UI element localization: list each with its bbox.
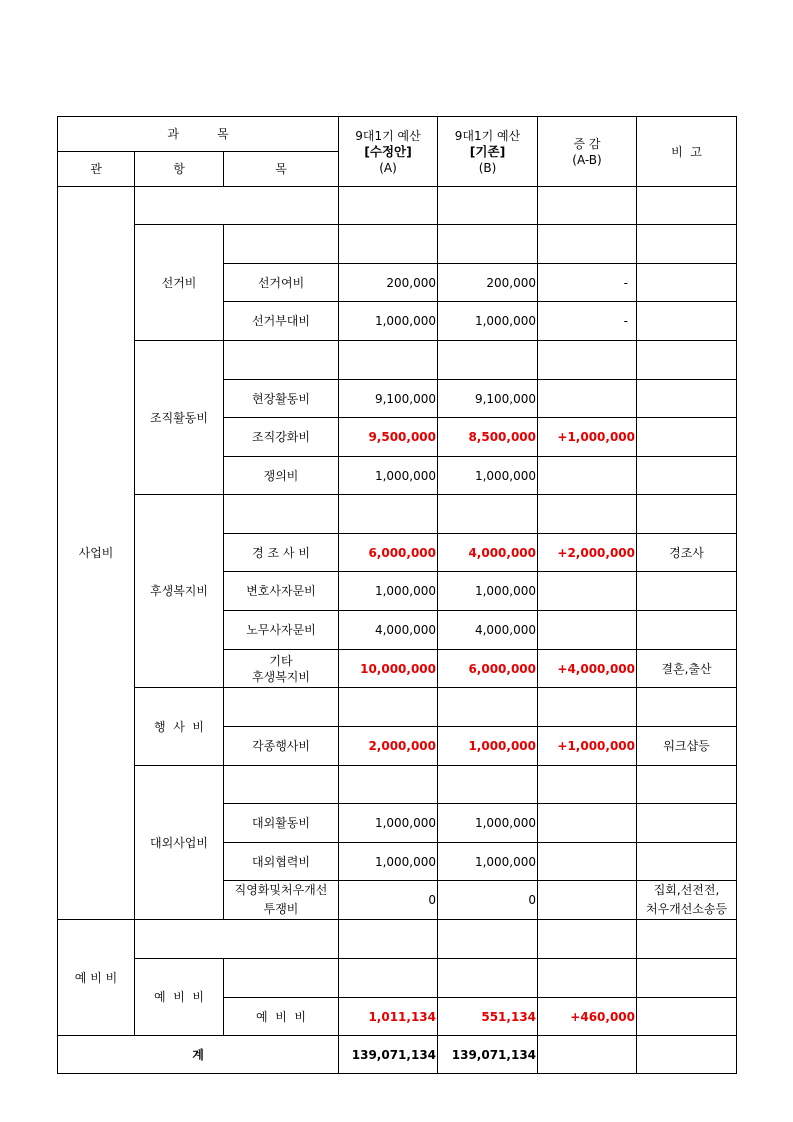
- header-budget-b: [438, 117, 538, 187]
- amount-a: 0: [339, 881, 438, 920]
- amount-b: 6,000,000: [438, 650, 538, 688]
- amount-a: 200,000: [339, 264, 438, 302]
- note-cell: [637, 881, 737, 920]
- note-line2: 처우개선소송등: [645, 902, 728, 916]
- amount-diff: [538, 572, 637, 611]
- amount-b: 1,000,000: [438, 804, 538, 843]
- amount-b: 1,000,000: [438, 572, 538, 611]
- amount-b: 1,000,000: [438, 843, 538, 881]
- amount-b: 4,000,000: [438, 611, 538, 650]
- amount-b: 4,000,000: [438, 534, 538, 572]
- header-change-line2: (A-B): [572, 152, 602, 167]
- amount-a: 1,000,000: [339, 302, 438, 341]
- amount-diff: [538, 843, 637, 881]
- amount-b: 200,000: [438, 264, 538, 302]
- hang-reserve: 예 비 비: [135, 959, 224, 1036]
- mok-cell: [224, 881, 339, 920]
- header-change: [538, 117, 637, 187]
- mok-cell: 변호사자문비: [224, 572, 339, 611]
- mok-cell: 조직강화비: [224, 418, 339, 457]
- amount-b: 0: [438, 881, 538, 920]
- header-a-line1: 9대1기 예산: [355, 128, 421, 143]
- header-hang: 항: [135, 152, 224, 187]
- amount-a: 2,000,000: [339, 727, 438, 766]
- empty-cell: [135, 187, 339, 225]
- amount-b: 8,500,000: [438, 418, 538, 457]
- amount-a: 1,000,000: [339, 843, 438, 881]
- header-mok: 목: [224, 152, 339, 187]
- hang-organization: 조직활동비: [135, 341, 224, 495]
- mok-cell: 노무사자문비: [224, 611, 339, 650]
- total-label: 계: [58, 1036, 339, 1074]
- mok-line1: 직영화및처우개선: [234, 883, 328, 897]
- amount-a: 9,100,000: [339, 380, 438, 418]
- amount-b: 1,000,000: [438, 727, 538, 766]
- budget-table: [57, 116, 737, 1074]
- header-gwan: 관: [58, 152, 135, 187]
- mok-line2: 후생복지비: [252, 669, 310, 684]
- amount-diff: [538, 457, 637, 495]
- mok-cell: 대외협력비: [224, 843, 339, 881]
- amount-diff: [538, 380, 637, 418]
- amount-a: 6,000,000: [339, 534, 438, 572]
- hang-events: 행 사 비: [135, 688, 224, 766]
- hang-election: 선거비: [135, 225, 224, 341]
- amount-b: 551,134: [438, 998, 538, 1036]
- amount-a: 1,011,134: [339, 998, 438, 1036]
- amount-a: 1,000,000: [339, 804, 438, 843]
- header-a-line2: [수정안]: [364, 143, 412, 159]
- mok-cell: 대외활동비: [224, 804, 339, 843]
- hang-welfare: 후생복지비: [135, 495, 224, 688]
- total-a: 139,071,134: [339, 1036, 438, 1074]
- amount-a: 1,000,000: [339, 457, 438, 495]
- header-b-line1: 9대1기 예산: [454, 128, 521, 143]
- mok-cell: 현장활동비: [224, 380, 339, 418]
- amount-b: 1,000,000: [438, 457, 538, 495]
- amount-diff: +460,000: [538, 998, 637, 1036]
- mok-cell: 선거여비: [224, 264, 339, 302]
- amount-diff: -: [538, 264, 637, 302]
- note-cell: 결혼,출산: [637, 650, 737, 688]
- amount-diff: -: [538, 302, 637, 341]
- amount-a: 9,500,000: [339, 418, 438, 457]
- mok-line1: 기타: [269, 653, 293, 668]
- mok-cell: 선거부대비: [224, 302, 339, 341]
- amount-b: 1,000,000: [438, 302, 538, 341]
- amount-diff: [538, 611, 637, 650]
- amount-diff: [538, 804, 637, 843]
- header-b-line3: (B): [478, 160, 497, 175]
- amount-a: 10,000,000: [339, 650, 438, 688]
- amount-b: 9,100,000: [438, 380, 538, 418]
- note-cell: 워크샵등: [637, 727, 737, 766]
- note-cell: 경조사: [637, 534, 737, 572]
- mok-cell: 경 조 사 비: [224, 534, 339, 572]
- amount-diff: +4,000,000: [538, 650, 637, 688]
- amount-diff: +1,000,000: [538, 418, 637, 457]
- header-note: 비 고: [637, 117, 737, 187]
- mok-cell: [224, 650, 339, 688]
- gwan-business: 사업비: [58, 187, 135, 920]
- empty-cell: [135, 920, 339, 959]
- amount-diff: +2,000,000: [538, 534, 637, 572]
- note-line1: 집회,선전전,: [653, 883, 720, 897]
- header-b-line2: [기존]: [469, 143, 506, 159]
- mok-line2: 투쟁비: [263, 902, 299, 916]
- mok-cell: 각종행사비: [224, 727, 339, 766]
- total-row: [58, 1036, 737, 1074]
- amount-a: 1,000,000: [339, 572, 438, 611]
- header-budget-a: [339, 117, 438, 187]
- header-a-line3: (A): [379, 160, 397, 175]
- mok-cell: 예 비 비: [224, 998, 339, 1036]
- header-change-line1: 증 감: [573, 136, 601, 151]
- total-b: 139,071,134: [438, 1036, 538, 1074]
- amount-a: 4,000,000: [339, 611, 438, 650]
- gwan-reserve: 예 비 비: [58, 920, 135, 1036]
- amount-diff: [538, 881, 637, 920]
- header-gwamok: 과 목: [58, 117, 339, 152]
- amount-diff: +1,000,000: [538, 727, 637, 766]
- mok-cell: 쟁의비: [224, 457, 339, 495]
- hang-external: 대외사업비: [135, 766, 224, 920]
